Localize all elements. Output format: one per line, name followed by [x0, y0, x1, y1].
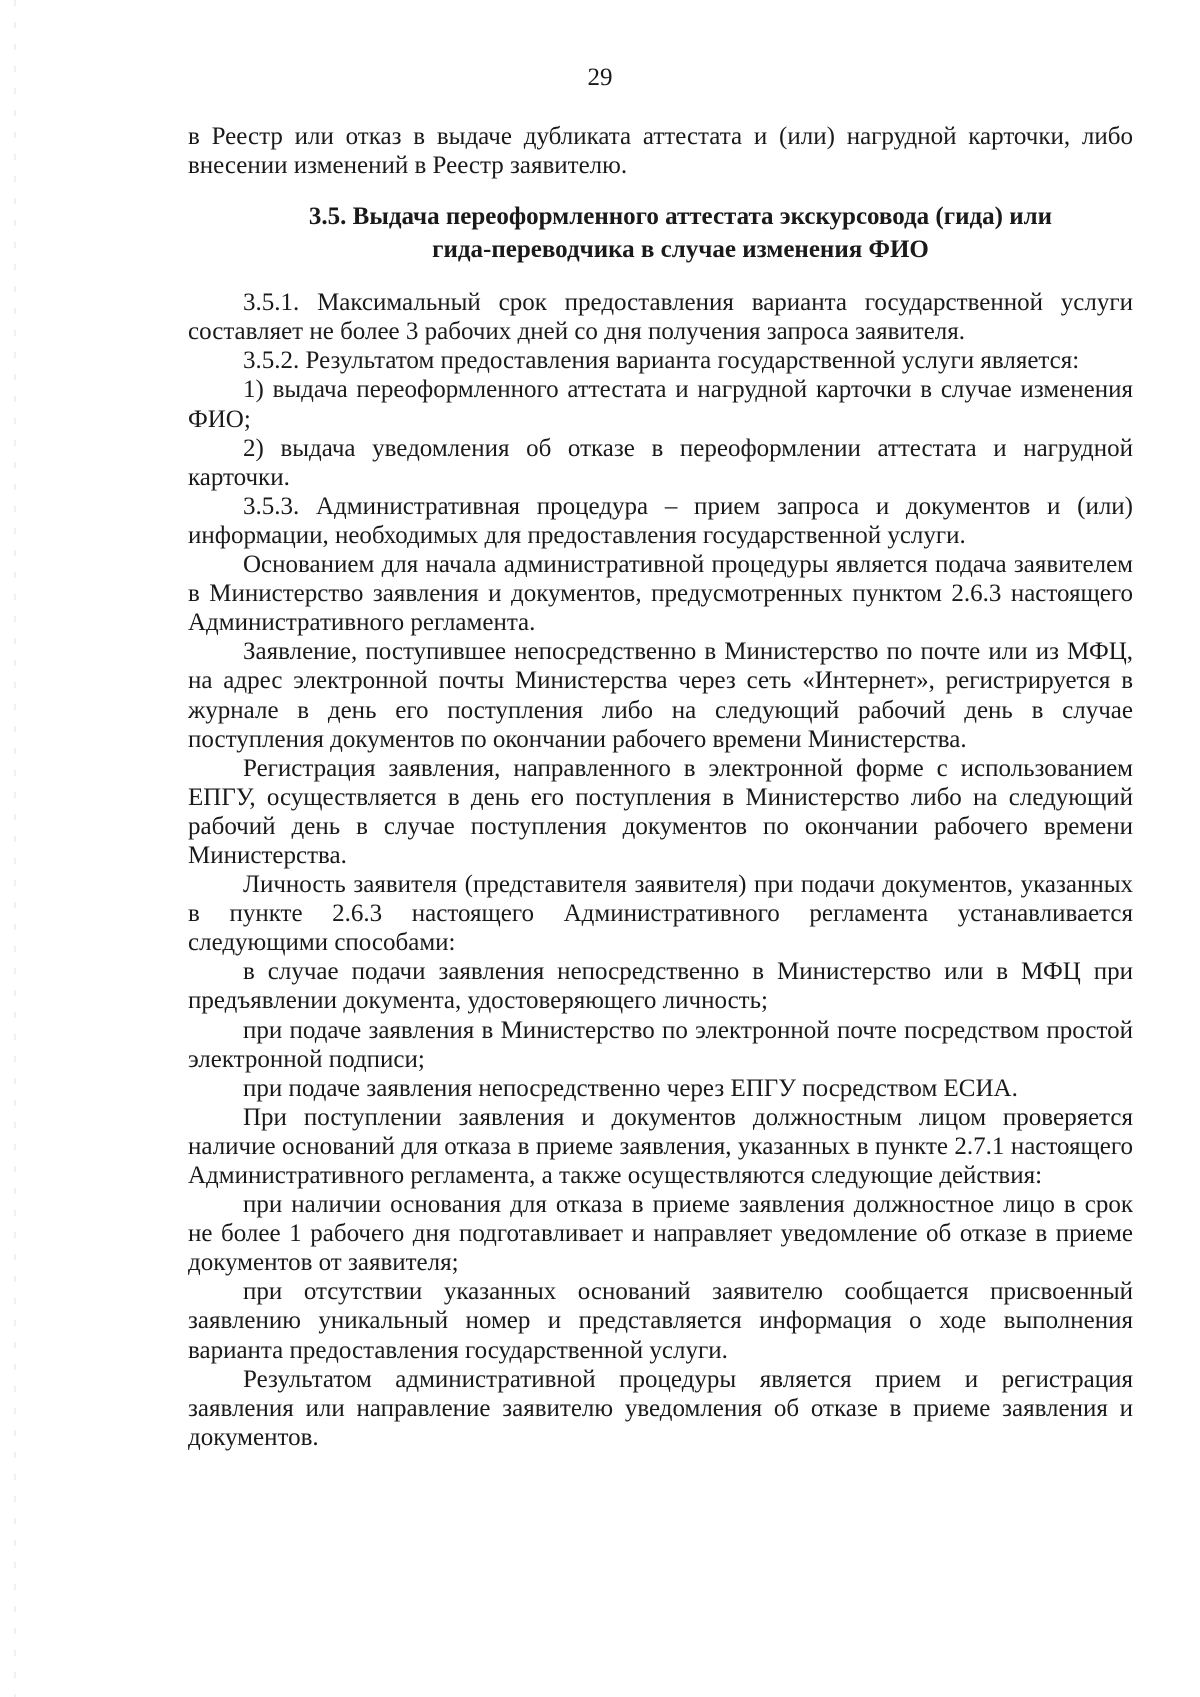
scan-edge: [14, 0, 16, 1697]
paragraph: Регистрация заявления, направленного в электронной форме с использованием ЕПГУ, осуществляется в день его поступления в Министерство либо на следующий рабочий день в случае поступления документов по окончании рабочего времени Министерства.: [188, 754, 1133, 869]
paragraph: 2) выдача уведомления об отказе в переоформлении аттестата и нагрудной карточки.: [188, 434, 1133, 491]
page-number: 29: [587, 64, 613, 91]
paragraph: 3.5.1. Максимальный срок предоставления варианта государственной услуги составляет не более 3 рабочих дней со дня получения запроса заявителя.: [188, 289, 1133, 346]
document-body: [188, 122, 1133, 1452]
section-heading: [188, 200, 1133, 266]
paragraph: 1) выдача переоформленного аттестата и нагрудной карточки в случае изменения ФИО;: [188, 376, 1133, 433]
intro-paragraph: в Реестр или отказ в выдаче дубликата аттестата и (или) нагрудной карточки, либо внесении изменений в Реестр заявителю.: [188, 123, 1133, 180]
paragraph: Заявление, поступившее непосредственно в Министерство по почте или из МФЦ, на адрес электронной почты Министерства через сеть «Интернет», регистрируется в журнале в день его поступления либо на следующий рабочий день в случае поступления документов по окончании рабочего времени Министерства.: [188, 638, 1133, 753]
paragraph: при наличии основания для отказа в приеме заявления должностное лицо в срок не более 1 рабочего дня подготавливает и направляет уведомление об отказе в приеме документов от заявителя;: [188, 1191, 1133, 1277]
paragraph: 3.5.2. Результатом предоставления варианта государственной услуги является:: [243, 347, 1080, 375]
paragraph: в случае подачи заявления непосредственно в Министерство или в МФЦ при предъявлении документа, удостоверяющего личность;: [188, 958, 1133, 1015]
paragraph: Основанием для начала административной процедуры является подача заявителем в Министерство заявления и документов, предусмотренных пунктом 2.6.3 настоящего Административного регламента.: [188, 551, 1133, 637]
paragraph: 3.5.3. Административная процедура – прием запроса и документов и (или) информации, необходимых для предоставления государственной услуги.: [188, 492, 1133, 549]
section-heading-line-2: гида-переводчика в случае изменения ФИО: [432, 236, 929, 264]
paragraph: При поступлении заявления и документов должностным лицом проверяется наличие оснований для отказа в приеме заявления, указанных в пункте 2.7.1 настоящего Административного регламента, а также осуществляются следующие действия:: [188, 1103, 1133, 1189]
section-heading-line-1: 3.5. Выдача переоформленного аттестата экскурсовода (гида) или: [308, 203, 1053, 231]
paragraph: Результатом административной процедуры является прием и регистрация заявления или направление заявителю уведомления об отказе в приеме заявления и документов.: [188, 1365, 1133, 1451]
paragraph: при подаче заявления непосредственно через ЕПГУ посредством ЕСИА.: [243, 1074, 1018, 1102]
paragraph: Личность заявителя (представителя заявителя) при подачи документов, указанных в пункте 2.6.3 настоящего Административного регламента устанавливается следующими способами:: [188, 871, 1133, 957]
paragraph: при подаче заявления в Министерство по электронной почте посредством простой электронной подписи;: [188, 1016, 1133, 1073]
paragraph: при отсутствии указанных оснований заявителю сообщается присвоенный заявлению уникальный номер и представляется информация о ходе выполнения варианта предоставления государственной услуги.: [188, 1278, 1133, 1364]
